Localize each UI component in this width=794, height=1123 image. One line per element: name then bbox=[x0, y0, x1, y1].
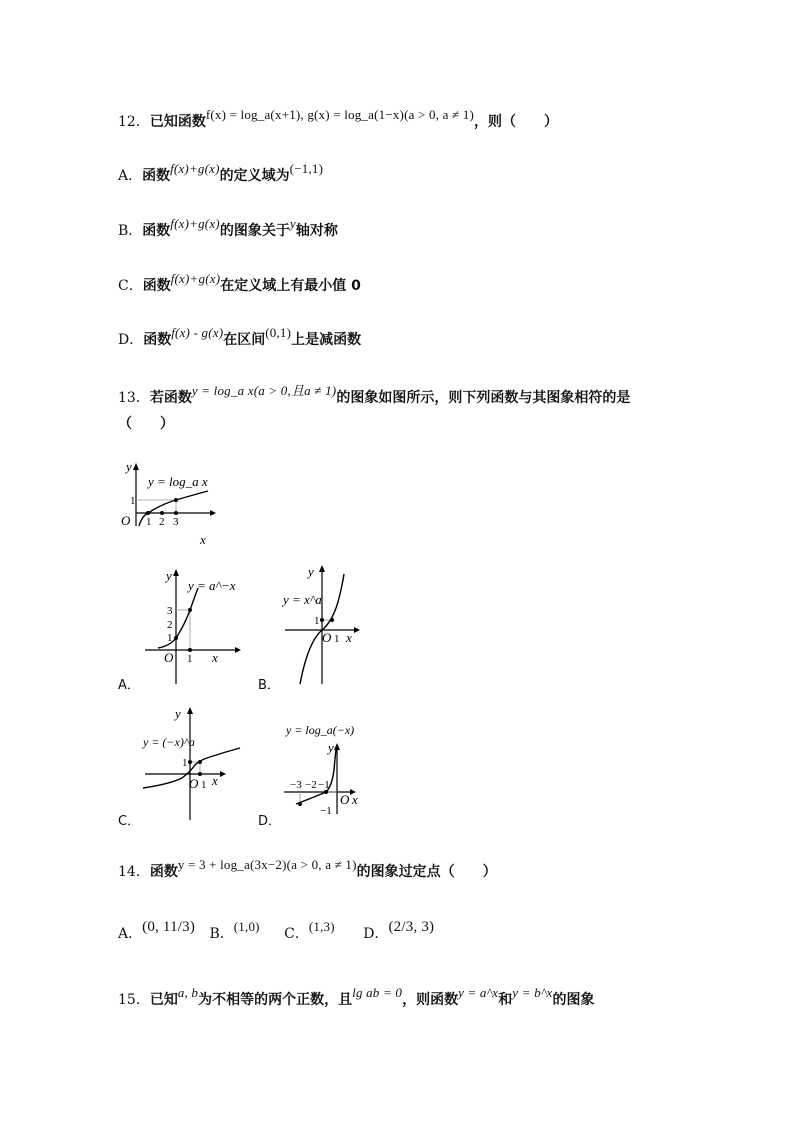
curve-label: y = x^a bbox=[283, 592, 322, 607]
axis-y-label: y bbox=[308, 564, 314, 579]
y-tick: 3 bbox=[167, 605, 173, 617]
option-formula: f(x)+g(x) bbox=[170, 216, 220, 231]
origin-label: O bbox=[121, 513, 131, 528]
origin-label: O bbox=[322, 630, 332, 645]
option-label-b: B． bbox=[258, 678, 280, 693]
option-text: 在区间 bbox=[223, 332, 266, 348]
x-tick: 2 bbox=[159, 516, 165, 528]
x-tick: −2 bbox=[305, 779, 317, 791]
q12-tail: ，则（ ） bbox=[474, 114, 559, 130]
option-formula: y bbox=[289, 216, 296, 231]
q14-tail: 的图象过定点（ ） bbox=[356, 864, 497, 880]
q13-formula: y = log_a x(a > 0,且a ≠ 1) bbox=[191, 383, 337, 398]
x-tick: −3 bbox=[290, 779, 302, 791]
q12-formula: f(x) = log_a(x+1), g(x) = log_a(1−x)(a > 0, a ≠ 1) bbox=[205, 107, 475, 122]
q15-formula: a, b bbox=[177, 985, 199, 1000]
option-value: (2/3, 3) bbox=[388, 919, 435, 935]
option-text: 上是减函数 bbox=[291, 332, 362, 348]
option-label: A． bbox=[118, 168, 143, 184]
option-label: B． bbox=[118, 223, 143, 239]
axis-x-label: x bbox=[352, 792, 358, 807]
q15-text: ，则函数 bbox=[402, 992, 459, 1008]
y-tick: 2 bbox=[167, 619, 173, 631]
q14-stem bbox=[118, 857, 497, 882]
axis-x-label: x bbox=[212, 650, 218, 665]
y-tick: 1 bbox=[314, 615, 320, 627]
option-label: C． bbox=[118, 278, 143, 294]
curve-label: y = (−x)^a bbox=[143, 735, 195, 749]
axis-x-label: x bbox=[200, 532, 206, 547]
option-formula: f(x)+g(x) bbox=[170, 271, 221, 286]
origin-label: O bbox=[164, 650, 174, 665]
q15-formula: lg ab = 0 bbox=[352, 985, 403, 1000]
option-label: B． bbox=[209, 926, 234, 942]
q15-formula: y = a^x bbox=[458, 985, 499, 1000]
option-formula: f(x)+g(x) bbox=[170, 161, 220, 176]
q15-text: 为不相等的两个正数，且 bbox=[198, 992, 353, 1008]
option-label: D． bbox=[363, 926, 389, 942]
q14-formula: y = 3 + log_a(3x−2)(a > 0, a ≠ 1) bbox=[177, 857, 357, 872]
q13-number: 13． bbox=[118, 390, 150, 406]
q12-number: 12． bbox=[118, 114, 150, 130]
option-text: 轴对称 bbox=[295, 223, 338, 239]
option-text: 函数 bbox=[142, 278, 171, 294]
origin-label: O bbox=[340, 792, 350, 807]
q15-number: 15． bbox=[118, 992, 150, 1008]
q15-text: 和 bbox=[498, 992, 513, 1008]
q12-option-a bbox=[118, 161, 324, 186]
curve-label: y = log_a(−x) bbox=[286, 723, 355, 737]
option-label: C． bbox=[284, 926, 309, 942]
option-label-c: C． bbox=[118, 814, 141, 829]
q15-stem bbox=[118, 985, 595, 1010]
axis-y-label: y bbox=[328, 740, 334, 755]
x-tick: 1 bbox=[187, 653, 193, 665]
option-label-d: D． bbox=[258, 814, 282, 829]
option-value: (1,3) bbox=[308, 919, 335, 934]
q14-options bbox=[118, 919, 435, 944]
x-tick: 1 bbox=[334, 633, 340, 645]
q13-graph-c bbox=[140, 702, 250, 822]
option-text: 的定义域为 bbox=[219, 168, 290, 184]
axis-y-label: y bbox=[175, 706, 181, 721]
q13-lead: 若函数 bbox=[149, 390, 192, 406]
answer-paren: （ ） bbox=[118, 416, 174, 432]
q15-formula: y = b^x bbox=[512, 985, 553, 1000]
q14-number: 14． bbox=[118, 864, 150, 880]
option-label-a: A． bbox=[118, 678, 140, 693]
q13-graph-d bbox=[282, 718, 382, 818]
axis-x-label: x bbox=[346, 630, 352, 645]
option-formula: (0,1) bbox=[265, 325, 292, 340]
q12-option-d bbox=[118, 325, 362, 350]
option-text: 函数 bbox=[142, 168, 171, 184]
q13-stem bbox=[118, 383, 631, 408]
y-tick: 1 bbox=[130, 495, 136, 507]
x-tick: 3 bbox=[173, 516, 179, 528]
option-value: (0, 11/3) bbox=[142, 919, 196, 935]
q13-tail: 的图象如图所示，则下列函数与其图象相符的是 bbox=[336, 390, 631, 406]
axis-y-label: y bbox=[166, 568, 172, 583]
curve-label: y = log_a x bbox=[148, 474, 208, 489]
option-text: 在定义域上有最小值 0 bbox=[220, 278, 361, 294]
option-label: A． bbox=[118, 926, 143, 942]
axis-x-label: x bbox=[212, 773, 218, 788]
option-formula: f(x) - g(x) bbox=[171, 325, 224, 340]
q15-text: 已知 bbox=[149, 992, 178, 1008]
q12-lead: 已知函数 bbox=[149, 114, 206, 130]
option-text: 函数 bbox=[142, 223, 171, 239]
q13-graph-b bbox=[280, 562, 370, 688]
q15-text: 的图象 bbox=[552, 992, 595, 1008]
y-tick: 1 bbox=[182, 757, 188, 769]
q12-option-b bbox=[118, 216, 338, 241]
x-tick: −1 bbox=[318, 779, 330, 791]
axis-y-label: y bbox=[126, 459, 132, 474]
q13-paren bbox=[118, 414, 174, 434]
option-text: 函数 bbox=[143, 332, 172, 348]
curve-label: y = a^−x bbox=[188, 578, 236, 593]
q13-graph-a bbox=[140, 566, 250, 686]
q14-lead: 函数 bbox=[149, 864, 178, 880]
option-text: 的图象关于 bbox=[219, 223, 290, 239]
option-label: D． bbox=[118, 332, 144, 348]
option-value: (1,0) bbox=[233, 919, 260, 934]
x-tick: 1 bbox=[201, 779, 207, 791]
option-formula: (−1,1) bbox=[289, 161, 324, 176]
q13-given-graph bbox=[118, 458, 228, 548]
origin-label: O bbox=[189, 776, 199, 791]
q12-option-c bbox=[118, 271, 361, 296]
y-tick: 1 bbox=[167, 632, 173, 644]
q12-stem bbox=[118, 107, 559, 132]
x-tick: 1 bbox=[146, 516, 152, 528]
y-tick: −1 bbox=[320, 805, 332, 817]
